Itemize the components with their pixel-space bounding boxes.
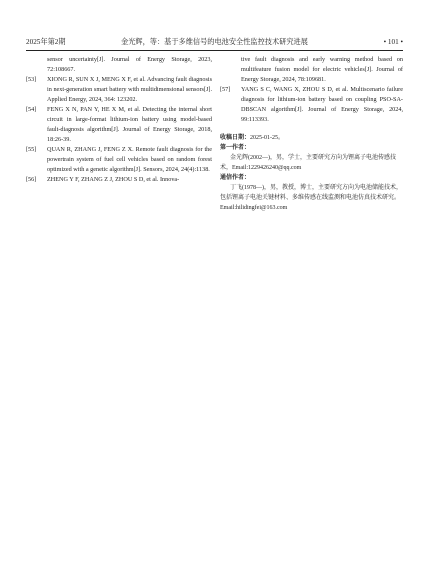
reference-item: tive fault diagnosis and early warning method based on multifeature fusion model for electric vehicles[J]. Journal of Energy Storage, 2024, 78:109681. (241, 56, 403, 83)
issue-label: 2025年第2期 (26, 38, 66, 46)
received-value: 2025-01-25。 (250, 135, 285, 141)
received-label: 收稿日期： (220, 135, 251, 141)
article-metadata (220, 133, 403, 213)
received-date (220, 133, 403, 143)
reference-item (26, 75, 212, 105)
reference-item (26, 105, 212, 145)
first-author-bio: 金光辉(2002—)，男，学士，主要研究方向为锂离子电池传感技术，Email:1229426240@qq.com (220, 155, 396, 171)
reference-text: QUAN R, ZHANG J, FENG Z X. Remote fault diagnosis for the powertrain system of fuel cell vehicles based on random forest optimized with a genetic algorithm[J]. Sensors, 2024, 24(4):1138. (47, 146, 212, 173)
header-rule (26, 50, 403, 51)
reference-item: sensor uncertainty[J]. Journal of Energy Storage, 2023, 72:108667. (47, 56, 212, 73)
page-number: • 101 • (383, 38, 403, 46)
right-column (220, 55, 403, 213)
reference-number: [56] (26, 176, 37, 183)
left-column (26, 55, 212, 185)
reference-number: [53] (26, 76, 37, 83)
reference-text: YANG S C, WANG X, ZHOU S D, et al. Multiscenario failure diagnosis for lithium-ion battery based on coupling PSO-SA-DBSCAN algorithm[J]. Journal of Energy Storage, 2024, 99:113393. (241, 86, 403, 123)
reference-item (220, 85, 403, 125)
reference-number: [57] (220, 86, 231, 93)
reference-text: FENG X N, PAN Y, HE X M, et al. Detecting the internal short circuit in large-format lithium-ion battery using model-based fault-diagnosis algorithm[J]. Journal of Energy Storage, 2018, 18:26-39. (47, 106, 212, 143)
reference-number: [54] (26, 106, 37, 113)
corresponding-author-bio: 丁飞(1978—)，男，教授，博士，主要研究方向为电池储能技术，包括锂离子电池关键材料、多维传感在线监测和电池仿真技术研究。Email:hilidingfei@163.com (220, 185, 402, 211)
first-author-heading: 第一作者： (220, 145, 251, 151)
reference-text: XIONG R, SUN X J, MENG X F, et al. Advancing fault diagnosis in next-generation smart battery with multidimensional sensors[J]. Applied Energy, 2024, 364: 123202. (47, 76, 212, 103)
running-title: 金光辉，等：基于多维信号的电池安全性监控技术研究进展 (121, 38, 308, 46)
corresponding-author-heading: 通信作者： (220, 175, 251, 181)
reference-number: [55] (26, 146, 37, 153)
running-header (26, 36, 403, 49)
reference-item (26, 145, 212, 175)
reference-item (26, 175, 212, 185)
reference-text: ZHENG Y F, ZHANG Z J, ZHOU S D, et al. Innova- (47, 176, 180, 183)
